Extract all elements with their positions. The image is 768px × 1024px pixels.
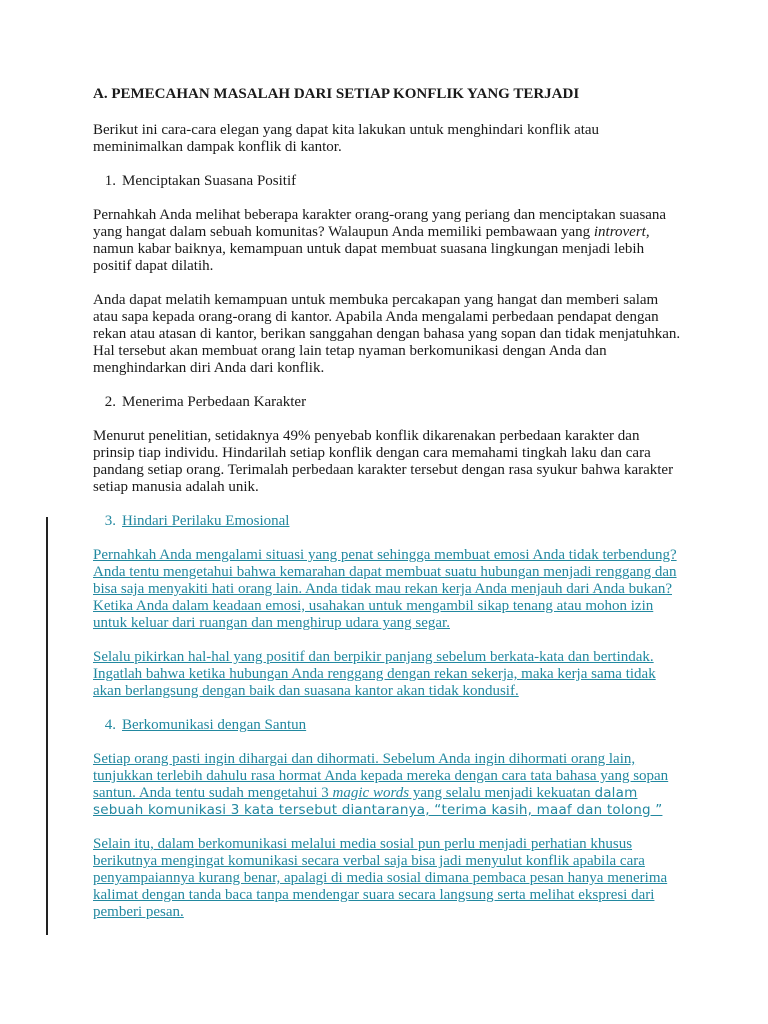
document-body (93, 86, 683, 938)
list-item-2 (93, 394, 683, 411)
list-title: Menciptakan Suasana Positif (122, 173, 297, 189)
list-title: Menerima Perbedaan Karakter (122, 394, 307, 410)
list-item-4-link[interactable] (93, 717, 683, 734)
emphasis-text: magic words (332, 785, 410, 801)
revision-change-bar (46, 517, 48, 935)
linked-paragraph[interactable]: Pernahkah Anda mengalami situasi yang penat sehingga membuat emosi Anda tidak terbendung? Anda tentu mengetahui bahwa kemarahan dapat membuat suatu hubungan menjadi renggang dan bisa saja menyakiti hati orang lain. Anda tidak mau rekan kerja Anda menjauh dari Anda bukan? Ketika Anda dalam keadaan emosi, usahakan untuk mengambil sikap tenang atau mohon izin untuk keluar dari ruangan dan menghirup udara yang segar. (93, 547, 677, 631)
paragraph: Menurut penelitian, setidaknya 49% penyebab konflik dikarenakan perbedaan karakter dan prinsip tiap individu. Hindarilah setiap konflik dengan cara memahami tingkah laku dan cara pandang setiap orang. Terimalah perbedaan karakter tersebut dengan rasa syukur bahwa karakter setiap manusia adalah unik. (93, 428, 674, 495)
list-number: 3. (104, 513, 116, 529)
linked-paragraph[interactable]: Selalu pikirkan hal-hal yang positif dan berpikir panjang sebelum berkata-kata dan bertindak. Ingatlah bahwa ketika hubungan Anda renggang dengan rekan sekerja, maka kerja sama tidak akan berlangsung dengan baik dan suasana kantor akan tidak kondusif. (93, 649, 656, 699)
list-number: 1. (104, 173, 116, 189)
emphasis-text: introvert, (593, 224, 650, 240)
linked-paragraph[interactable]: Selain itu, dalam berkomunikasi melalui media sosial pun perlu menjadi perhatian khusus berikutnya mengingat komunikasi secara verbal saja bisa jadi menyulut konflik apabila cara penyampaiannya kurang benar, apalagi di media sosial dimana pembaca pesan hanya menerima kalimat dengan tanda baca tanpa mendengar suara secara langsung serta melihat ekspresi dari pemberi pesan. (93, 836, 668, 920)
section-heading: A. PEMECAHAN MASALAH DARI SETIAP KONFLIK YANG TERJADI (93, 86, 580, 102)
list-number: 2. (104, 394, 116, 410)
handwritten-style-text: dalam sebuah komunikasi 3 kata tersebut diantaranya, “terima kasih, maaf dan tolong ” (93, 785, 663, 818)
intro-paragraph: Berikut ini cara-cara elegan yang dapat kita lakukan untuk menghindari konflik atau meminimalkan dampak konflik di kantor. (93, 122, 600, 155)
list-item-1 (93, 173, 683, 190)
linked-paragraph[interactable]: Setiap orang pasti ingin dihargai dan dihormati. Sebelum Anda ingin dihormati orang lain, tunjukkan terlebih dahulu rasa hormat Anda kepada mereka dengan cara tata bahasa yang sopan santun. Anda tentu sudah mengetahui 3 magic words yang selalu menjadi kekuatan dalam sebuah komunikasi 3 kata tersebut diantaranya, “terima kasih, maaf dan tolong ” (93, 751, 669, 818)
list-title: Berkomunikasi dengan Santun (122, 717, 307, 733)
list-title: Hindari Perilaku Emosional (122, 513, 290, 529)
paragraph: Pernahkah Anda melihat beberapa karakter orang-orang yang periang dan menciptakan suasana yang hangat dalam sebuah komunitas? Walaupun Anda memiliki pembawaan yang introvert, namun kabar baiknya, kemampuan untuk dapat membuat suasana lingkungan menjadi lebih positif dapat dilatih. (93, 207, 667, 274)
list-item-3-link[interactable] (93, 513, 683, 530)
list-number: 4. (104, 717, 116, 733)
paragraph: Anda dapat melatih kemampuan untuk membuka percakapan yang hangat dan memberi salam atau sapa kepada orang-orang di kantor. Apabila Anda mengalami perbedaan pendapat dengan rekan atau atasan di kantor, berikan sanggahan dengan bahasa yang sopan dan tidak menjatuhkan. Hal tersebut akan membuat orang lain tetap nyaman berkomunikasi dengan Anda dan menghindarkan diri Anda dari konflik. (93, 292, 681, 376)
